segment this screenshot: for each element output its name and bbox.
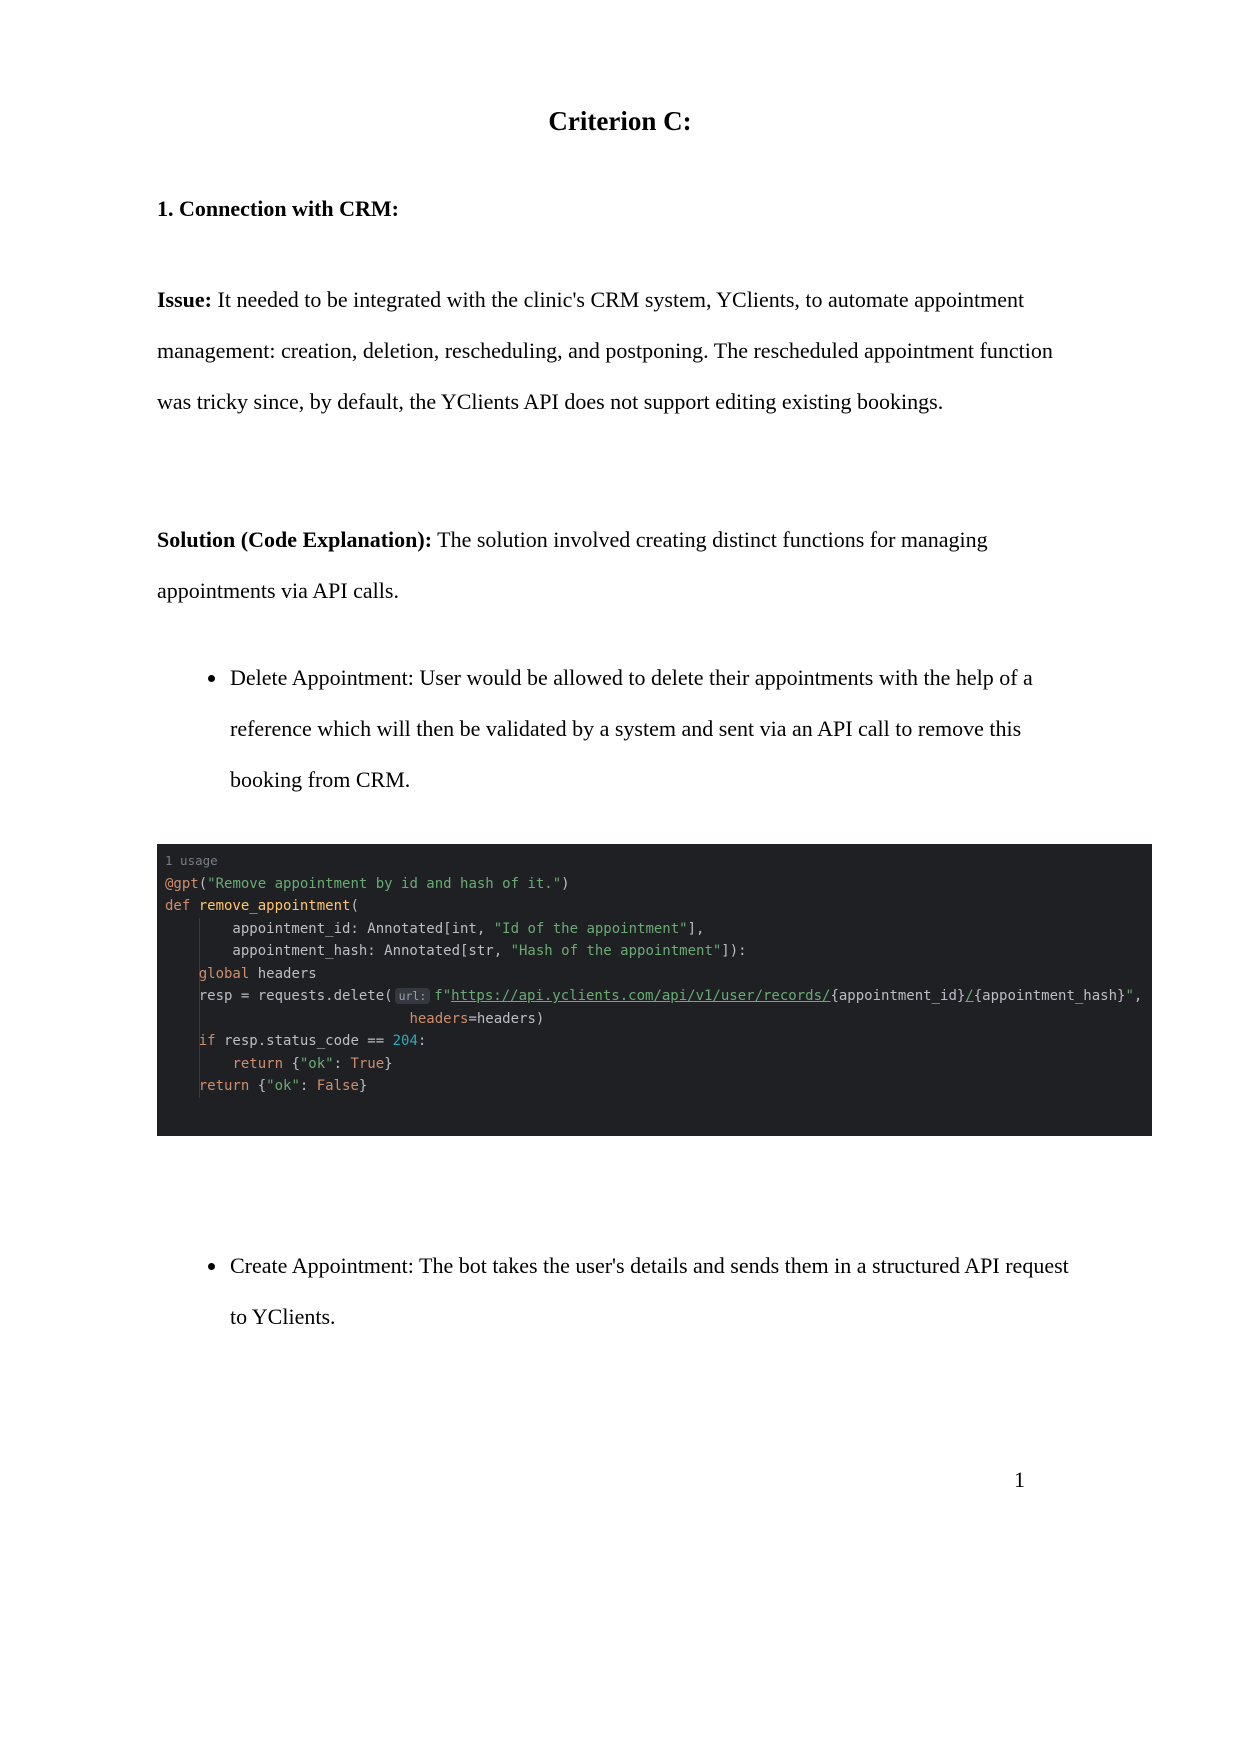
code-token: ]): — [721, 943, 747, 959]
code-line — [165, 963, 1144, 986]
page-number: 1 — [1014, 1467, 1025, 1492]
code-token: } — [358, 1078, 368, 1094]
code-token: ( — [350, 898, 359, 914]
code-line — [165, 873, 1144, 896]
code-token: : — [417, 1033, 427, 1049]
usage-hint: 1 usage — [165, 853, 218, 868]
code-token — [165, 1011, 409, 1027]
code-lines — [165, 850, 1144, 1098]
code-token: , — [1133, 988, 1143, 1004]
code-line — [165, 1008, 1144, 1031]
code-token: "Hash of the appointment" — [510, 943, 722, 959]
code-token: resp.status_code == — [215, 1033, 393, 1049]
code-token: appointment_id: Annotated[int, — [165, 920, 494, 937]
code-token: { — [249, 1078, 267, 1094]
solution-text: The solution involved creating distinct functions for managing appointments via API calls. — [157, 527, 988, 603]
code-token: } — [384, 1055, 393, 1072]
code-url-link: / — [965, 988, 974, 1004]
code-token: : — [333, 1055, 351, 1072]
issue-label: Issue: — [157, 287, 213, 312]
code-token: headers — [249, 965, 317, 982]
code-token: return — [198, 1078, 250, 1094]
code-token: "Id of the appointment" — [493, 920, 688, 937]
issue-text: It needed to be integrated with the clinic's CRM system, YClients, to automate appointment management: creation, deletion, rescheduling, and postponing. The rescheduled appointment function was tricky since, by default, the YClients API does not support editing existing bookings. — [157, 287, 1053, 414]
code-line — [165, 918, 1144, 941]
url-inlay-hint: url: — [395, 988, 431, 1004]
code-token: { — [283, 1055, 300, 1072]
code-line — [165, 985, 1144, 1008]
code-token: " — [1125, 988, 1134, 1004]
code-token — [165, 1056, 232, 1072]
code-screenshot — [157, 844, 1152, 1136]
code-token — [165, 1078, 199, 1094]
solution-paragraph — [157, 514, 1087, 616]
code-token: : — [299, 1078, 317, 1094]
code-token: =headers) — [468, 1010, 545, 1027]
code-token: f" — [434, 988, 452, 1004]
code-line — [165, 1030, 1144, 1053]
bullet-list-create — [157, 1240, 1088, 1342]
code-token: @gpt — [165, 875, 199, 892]
code-token: True — [350, 1055, 385, 1072]
code-token: remove_appointment — [198, 898, 351, 914]
code-token: "ok" — [266, 1078, 300, 1094]
code-token: "Remove appointment by id and hash of it." — [207, 875, 562, 892]
solution-label: Solution (Code Explanation): — [157, 527, 433, 552]
code-token: return — [232, 1055, 284, 1072]
code-line — [165, 1075, 1144, 1098]
code-token: ], — [687, 920, 705, 937]
bullet-list-delete — [157, 652, 1088, 805]
issue-paragraph — [157, 274, 1087, 427]
code-token: ) — [561, 875, 570, 892]
code-token — [165, 1033, 199, 1049]
list-item-delete-appointment: • Delete Appointment: User would be allowed to delete their appointments with the help of a reference which will then be validated by a system and sent via an API call to remove this booking from CRM. — [228, 652, 1088, 805]
code-token: 204 — [392, 1033, 418, 1049]
code-token: "ok" — [299, 1055, 334, 1072]
code-line — [165, 895, 1144, 918]
page-title: Criterion C: — [548, 106, 692, 136]
code-url-link: https://api.yclients.com/api/v1/user/records/ — [451, 988, 831, 1004]
code-token: False — [316, 1078, 359, 1094]
section-heading: 1. Connection with CRM: — [157, 196, 399, 221]
code-line — [165, 940, 1144, 963]
code-token: {appointment_id} — [830, 988, 966, 1004]
code-token: if — [198, 1033, 216, 1049]
code-token: {appointment_hash} — [973, 988, 1126, 1004]
code-token: def — [165, 898, 199, 914]
code-line — [165, 1053, 1144, 1076]
code-line — [165, 850, 1144, 873]
code-token: headers — [409, 1010, 469, 1027]
code-token: appointment_hash: Annotated[str, — [165, 943, 511, 959]
code-token: resp = requests.delete( — [165, 988, 393, 1004]
list-item-create-appointment: • Create Appointment: The bot takes the user's details and sends them in a structured API request to YClients. — [228, 1240, 1088, 1342]
code-token: global — [198, 965, 250, 982]
code-token: ( — [198, 875, 208, 892]
code-token — [165, 966, 199, 982]
